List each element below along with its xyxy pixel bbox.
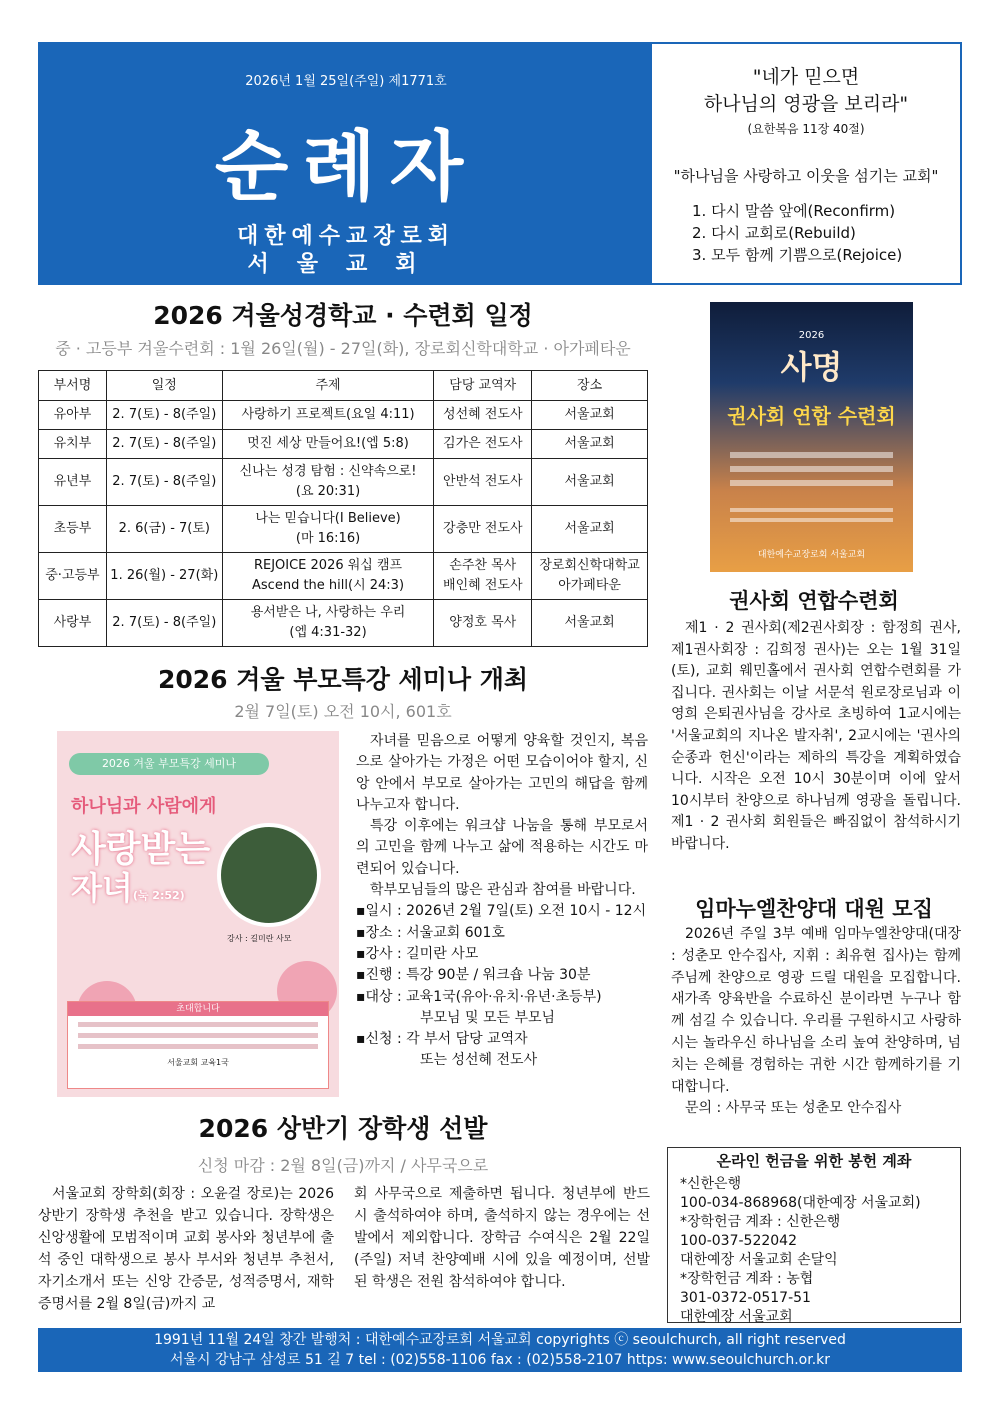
theme-line: 나는 믿습니다(I Believe) (255, 511, 401, 526)
poster-info-line (78, 1033, 318, 1038)
speaker-photo (217, 823, 321, 927)
footer-line2: 서울시 강남구 삼성로 51 길 7 tel : (02)558-1106 fax : (02)558-2107 https: www.seoulchurch.or.kr (169, 1352, 831, 1368)
paragraph: 학부모님들의 많은 관심과 참여를 바랍니다. (370, 882, 636, 899)
poster-invite: 초대합니다 (68, 1002, 328, 1016)
list-item (356, 987, 648, 1030)
poster-headline2: 사랑받는 (71, 829, 211, 870)
account-lines (668, 1175, 960, 1327)
poster-info-line (78, 1022, 318, 1027)
theme-line: 신나는 성경 탐험 : 신약속으로! (239, 464, 417, 479)
footer-line1: 1991년 11월 24일 창간 발행처 : 대한예수교장로회 서울교회 copyrights ⓒ seoulchurch, all right reserved (154, 1332, 846, 1348)
table-cell: 2. 7(토) - 8(주일) (106, 459, 222, 506)
table-cell (222, 553, 434, 600)
table-cell: 사랑하기 프로젝트(요일 4:11) (222, 401, 434, 430)
list-item (356, 1029, 648, 1072)
staff-line: 배인혜 전도사 (443, 578, 523, 593)
table-header: 주제 (222, 371, 434, 401)
table-cell: 양정호 목사 (434, 600, 532, 647)
table-row (39, 430, 648, 459)
poster-info-line (730, 466, 893, 472)
poster-name: 사명 (780, 348, 843, 386)
paragraph: 회 사무국으로 제출하면 됩니다. 청년부에 반드시 출석하여야 하며, 출석하지 않는 경우에는 선발에서 제외합니다. 장학금 수여식은 2월 22일(주일) 저녁 찬양예배 시에 있을 예정이며, 선발된 학생은 전원 참석하여야 합니다. (354, 1186, 650, 1290)
staff-line: 손주찬 목사 (449, 558, 517, 573)
motto-panel (652, 44, 960, 283)
account-line: 대한예장 서울교회 손달익 (680, 1252, 838, 1268)
issue-date: 2026년 1월 25일(주일) 제1771호 (245, 74, 447, 89)
table-cell: 2. 7(토) - 8(주일) (106, 430, 222, 459)
account-line: 100-037-522042 (680, 1233, 797, 1249)
theme-line: (마 16:16) (295, 531, 361, 546)
table-row (39, 600, 648, 647)
table-row (39, 553, 648, 600)
poster-pill: 2026 겨울 부모특강 세미나 (69, 753, 269, 775)
table-cell: 2. 6(금) - 7(토) (106, 506, 222, 553)
list-item: ▪일시 : 2026년 2월 7일(토) 오전 10시 - 12시 (356, 903, 647, 920)
account-line: *신한은행 (680, 1176, 742, 1192)
table-cell (222, 506, 434, 553)
theme-line: 용서받은 나, 사랑하는 우리 (250, 605, 406, 620)
scholarship-title: 2026 상반기 장학생 선발 (198, 1114, 488, 1143)
verse-line1: "네가 믿으면 (752, 66, 860, 88)
poster-ref: (눅 2:52) (132, 889, 185, 902)
table-cell: 2. 7(토) - 8(주일) (106, 401, 222, 430)
paragraph: 제1 · 2 권사회(제2권사회장 : 함정희 권사, 제1권사회장 : 김희정 권사)는 오는 1월 31일(토), 교회 웨민홀에서 권사회 연합수련회를 가집니다. 권사회는 이날 서문석 원로장로님과 이영희 은퇴권사님을 강사로 초빙하여 1교시에는 '서울교회의 지나온 발자취', 2교시에는 '권사의 순종과 헌신'이라는 제하의 특강을 계획하였습니다. 시작은 오전 10시 30분이며 이에 앞서 10시부터 찬양으로 하나님께 영광을 돌립니다. 제1 · 2 권사회 회원들은 빠짐없이 참석하시기 바랍니다. (671, 620, 961, 852)
kwonsa-poster (710, 302, 913, 572)
org-name-line1: 대한예수교장로회 (236, 224, 456, 249)
table-header: 부서명 (39, 371, 107, 401)
table-cell: 유년부 (39, 459, 107, 506)
poster-speaker: 강사 : 길미란 사모 (227, 934, 292, 943)
table-cell: 서울교회 (532, 506, 648, 553)
table-cell: 서울교회 (532, 430, 648, 459)
poster-logo: 대한예수교장로회 서울교회 (757, 550, 866, 560)
goals-list (692, 200, 960, 266)
table-header-row (39, 371, 648, 401)
footer (38, 1328, 962, 1372)
contact-line: 문의 : 사무국 또는 성춘모 안수집사 (685, 1100, 902, 1117)
poster-year: 2026 (798, 330, 825, 341)
table-cell: 유아부 (39, 401, 107, 430)
parent-title: 2026 겨울 부모특강 세미나 개최 (157, 665, 529, 694)
winter-subtitle: 중 · 고등부 겨울수련회 : 1월 26일(월) - 27일(화), 장로회신학대학교 · 아가페타운 (55, 339, 631, 358)
newsletter-title: 순례자 (214, 122, 478, 211)
account-line: 대한예장 서울교회 (680, 1309, 793, 1325)
poster-headline3 (71, 863, 185, 909)
account-line: 100-034-868968(대한예장 서울교회) (680, 1195, 921, 1211)
account-line: *장학헌금 계좌 : 농협 (680, 1271, 814, 1287)
poster-info-box (67, 1001, 329, 1089)
paragraph: 2026년 주일 3부 예배 임마누엘찬양대(대장 : 성춘모 안수집사, 지휘 : 최유현 집사)는 함께 주님께 찬양으로 영광 드릴 대원을 모집합니다. 새가족 양육반을 수료하신 분이라면 누구나 함께 섬길 수 있습니다. 우리를 구원하시고 사랑하시는 놀라우신 하나님을 소리 높여 찬양하며, 넘치는 은혜를 경험하는 귀한 시간 함께하기를 기대합니다. (671, 926, 961, 1095)
table-cell: 성선혜 전도사 (434, 401, 532, 430)
org-name-line2: 서울교회 (247, 252, 445, 277)
theme-line: (엡 4:31-32) (289, 625, 367, 640)
table-cell (222, 600, 434, 647)
poster-info-line (730, 518, 893, 522)
table-header: 담당 교역자 (434, 371, 532, 401)
church-motto: "하나님을 사랑하고 이웃을 섬기는 교회" (673, 167, 939, 185)
place-line: 장로회신학대학교 (539, 558, 640, 573)
seminar-details (356, 901, 648, 1071)
table-cell: 2. 7(토) - 8(주일) (106, 600, 222, 647)
goal-item: 3. 모두 함께 기쁨으로(Rejoice) (692, 246, 903, 264)
kwonsa-body (671, 618, 961, 856)
list-item-text: ▪신청 : 각 부서 담당 교역자 (356, 1031, 528, 1048)
goal-item: 1. 다시 말씀 앞에(Reconfirm) (692, 202, 896, 220)
paragraph: 서울교회 장학회(회장 : 오윤걸 장로)는 2026 상반기 장학생 추천을 받고 있습니다. 장학생은 신앙생활에 모범적이며 교회 봉사와 청년부에 출석 중인 대학생으로 봉사 부서와 청년부 추천서, 자기소개서 또는 신앙 간증문, 성적증명서, 재학증명서를 2월 8일(금)까지 교 (38, 1186, 334, 1312)
verse-reference: (요한복음 11장 40절) (747, 122, 865, 136)
theme-line: Ascend the hill(시 24:3) (252, 578, 405, 593)
poster-info-line (78, 1044, 318, 1049)
table-cell: 사랑부 (39, 600, 107, 647)
scholarship-subtitle: 신청 마감 : 2월 8일(금)까지 / 사무국으로 (197, 1156, 489, 1175)
scholarship-col2 (354, 1183, 650, 1293)
paragraph: 자녀를 믿음으로 어떻게 양육할 것인지, 복음으로 살아가는 가정은 어떤 모습이어야 할지, 신앙 안에서 부모로 살아가는 고민의 해답을 함께 나누고자 합니다. (356, 733, 648, 813)
verse-line2: 하나님의 영광을 보리라" (703, 93, 909, 115)
table-cell: 1. 26(월) - 27(화) (106, 553, 222, 600)
table-cell (532, 553, 648, 600)
list-item: ▪강사 : 길미란 사모 (356, 945, 479, 962)
table-header: 장소 (532, 371, 648, 401)
table-cell: 강충만 전도사 (434, 506, 532, 553)
list-item: ▪장소 : 서울교회 601호 (356, 924, 505, 941)
account-title: 온라인 헌금을 위한 봉헌 계좌 (716, 1152, 912, 1170)
table-cell: 초등부 (39, 506, 107, 553)
parent-subtitle: 2월 7일(토) 오전 10시, 601호 (234, 702, 452, 721)
table-cell: 안반석 전도사 (434, 459, 532, 506)
poster-headline3-text: 자녀 (71, 869, 133, 907)
table-cell: 서울교회 (532, 600, 648, 647)
table-cell: 서울교회 (532, 401, 648, 430)
account-line: *장학헌금 계좌 : 신한은행 (680, 1214, 841, 1230)
list-item-text: ▪대상 : 교육1국(유아·유치·유년·초등부) (356, 988, 602, 1005)
table-header: 일정 (106, 371, 222, 401)
place-line: 아가페타운 (558, 578, 621, 593)
table-cell: 유치부 (39, 430, 107, 459)
table-row (39, 401, 648, 430)
paragraph: 특강 이후에는 워크샵 나눔을 통해 부모로서의 고민을 함께 나누고 삶에 적용하는 시간도 마련되어 있습니다. (356, 818, 648, 877)
winter-title: 2026 겨울성경학교 · 수련회 일정 (153, 301, 533, 330)
poster-headline1: 하나님과 사람에게 (71, 796, 217, 817)
table-cell (222, 459, 434, 506)
goal-item: 2. 다시 교회로(Rebuild) (692, 224, 856, 242)
theme-line: (요 20:31) (295, 484, 361, 499)
choir-title: 임마누엘찬양대 대원 모집 (695, 897, 933, 921)
masthead (38, 42, 962, 285)
poster-info-line (730, 480, 893, 486)
masthead-banner (40, 44, 652, 283)
table-cell: 중·고등부 (39, 553, 107, 600)
table-cell: 멋진 세상 만들어요!(엡 5:8) (222, 430, 434, 459)
kwonsa-title: 권사회 연합수련회 (729, 589, 899, 613)
table-cell: 서울교회 (532, 459, 648, 506)
poster-info-line (730, 452, 893, 458)
poster-church: 서울교회 교육1국 (167, 1058, 229, 1067)
parent-body (356, 731, 648, 1072)
account-line: 301-0372-0517-51 (680, 1290, 811, 1306)
table-cell: 김가은 전도사 (434, 430, 532, 459)
table-row (39, 506, 648, 553)
choir-body (671, 924, 961, 1120)
theme-line: REJOICE 2026 워십 캠프 (253, 558, 403, 573)
table-cell (434, 553, 532, 600)
list-item: ▪진행 : 특강 90분 / 워크숍 나눔 30분 (356, 967, 591, 984)
list-item-continuation: 부모님 및 모든 부모님 (420, 1009, 556, 1026)
parent-seminar-poster (57, 731, 339, 1097)
winter-schedule-table (38, 370, 648, 647)
donation-account-box (667, 1147, 961, 1323)
poster-title: 권사회 연합 수련회 (727, 404, 896, 428)
table-row (39, 459, 648, 506)
verse (652, 64, 960, 118)
scholarship-col1 (38, 1183, 334, 1315)
poster-info-line (730, 508, 893, 512)
list-item-continuation: 또는 성선혜 전도사 (420, 1052, 538, 1069)
